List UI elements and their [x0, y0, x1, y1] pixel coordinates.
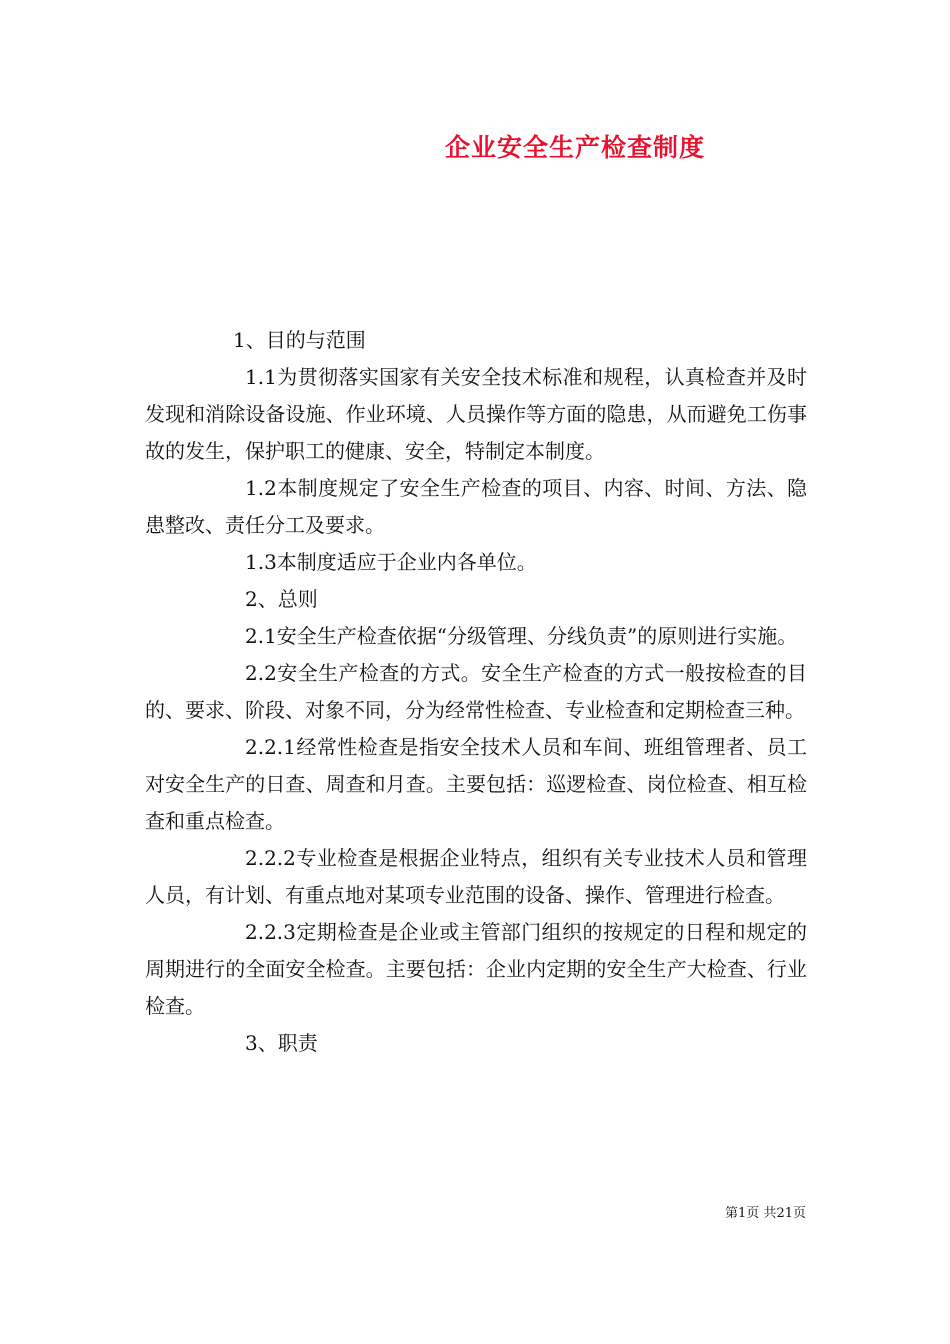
section-heading: 2、总则	[245, 587, 318, 611]
page-number-footer	[0, 1202, 806, 1221]
document-body	[145, 322, 807, 1062]
paragraph: 2.2.3定期检查是企业或主管部门组织的按规定的日程和规定的周期进行的全面安全检查。主要包括：企业内定期的安全生产大检查、行业检查。	[145, 920, 807, 1018]
section-heading: 1、目的与范围	[233, 328, 366, 352]
paragraph: 2.2.2专业检查是根据企业特点，组织有关专业技术人员和管理人员，有计划、有重点地对某项专业范围的设备、操作、管理进行检查。	[145, 846, 807, 907]
document-title: 企业安全生产检查制度	[444, 133, 705, 162]
paragraph: 2.2.1经常性检查是指安全技术人员和车间、班组管理者、员工对安全生产的日查、周查和月查。主要包括：巡逻检查、岗位检查、相互检查和重点检查。	[145, 735, 807, 833]
footer-middle: 页 共	[746, 1206, 777, 1221]
section-heading: 3、职责	[245, 1031, 318, 1055]
footer-suffix: 页	[792, 1206, 806, 1221]
footer-page-number: 1	[738, 1206, 747, 1221]
paragraph: 2.2安全生产检查的方式。安全生产检查的方式一般按检查的目的、要求、阶段、对象不同，分为经常性检查、专业检查和定期检查三种。	[145, 661, 807, 722]
footer-total-pages: 21	[776, 1206, 793, 1221]
paragraph: 1.1为贯彻落实国家有关安全技术标准和规程，认真检查并及时发现和消除设备设施、作业环境、人员操作等方面的隐患，从而避免工伤事故的发生，保护职工的健康、安全，特制定本制度。	[145, 365, 807, 463]
paragraph: 2.1安全生产检查依据“分级管理、分线负责”的原则进行实施。	[245, 624, 798, 648]
paragraph: 1.3本制度适应于企业内各单位。	[245, 550, 537, 574]
paragraph: 1.2本制度规定了安全生产检查的项目、内容、时间、方法、隐患整改、责任分工及要求。	[145, 476, 807, 537]
footer-prefix: 第	[725, 1206, 739, 1221]
